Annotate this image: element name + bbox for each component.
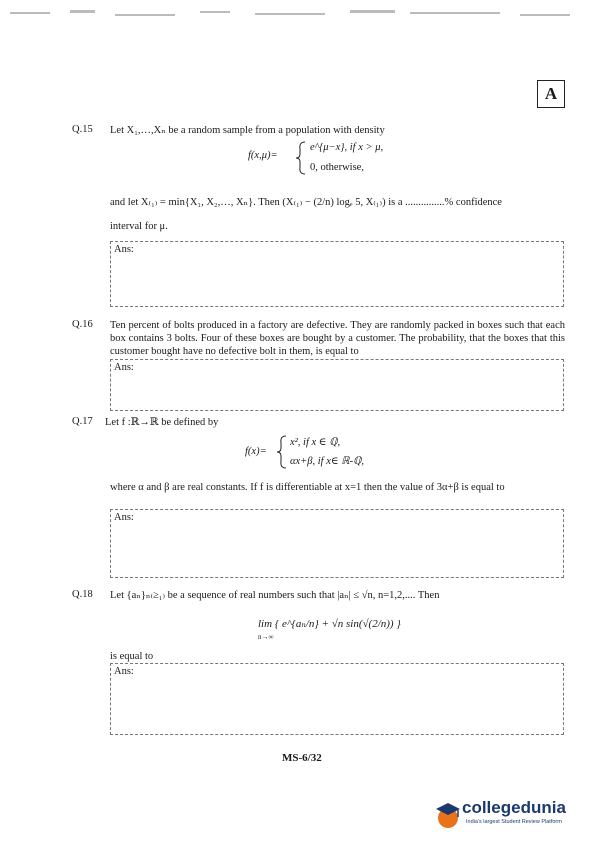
q16-text: Ten percent of bolts produced in a factory are defective. They are randomly packed in boxes such that each box contains 3 bolts. Four of these boxes are bought by a customer. The probability, that the boxes that this customer bought have no defective bolt in them, is equal to [110, 320, 565, 357]
q17-case1: x², if x ∈ ℚ, [290, 437, 341, 448]
q17-statement: where α and β are real constants. If f is differentiable at x=1 then the value of 3α+β is equal to [110, 482, 505, 493]
q15-brace-icon [295, 140, 307, 176]
q15-number: Q.15 [72, 124, 93, 135]
q15-statement-end: interval for μ. [110, 221, 168, 232]
q18-limit-expression: lim { e^{aₙ/n} + √n sin(√(2/n)) } [258, 618, 401, 630]
q16-number: Q.16 [72, 319, 93, 330]
q15-density-lhs: f(x,μ)= [248, 150, 278, 161]
q15-answer-box[interactable] [110, 241, 564, 307]
q17-function-lhs: f(x)= [245, 446, 267, 457]
logo-tagline: India's largest Student Review Platform [466, 819, 562, 825]
q17-number: Q.17 [72, 416, 93, 427]
q18-answer-label: Ans: [114, 666, 134, 677]
page-footer: MS-6/32 [282, 752, 322, 764]
q17-intro: Let f :ℝ→ℝ be defined by [105, 417, 219, 428]
q15-answer-label: Ans: [114, 244, 134, 255]
logo-name: collegedunia [462, 798, 566, 817]
q15-case1: e^{μ−x}, if x > μ, [310, 142, 384, 153]
q15-intro: Let X₁,…,Xₙ be a random sample from a population with density [110, 125, 385, 136]
q15-statement: and let X₍₁₎ = min{X₁, X₂,…, Xₙ}. Then (X₍₁₎ − (2/n) logₑ 5, X₍₁₎) is a ...............% confidence [110, 197, 502, 208]
q17-answer-box[interactable] [110, 509, 564, 578]
q16-answer-box[interactable] [110, 359, 564, 411]
q18-number: Q.18 [72, 589, 93, 600]
graduation-cap-icon [434, 800, 462, 830]
q17-answer-label: Ans: [114, 512, 134, 523]
q16-answer-label: Ans: [114, 362, 134, 373]
q17-case2: αx+β, if x∈ ℝ-ℚ, [290, 456, 364, 467]
scan-noise [0, 0, 600, 30]
q15-case2: 0, otherwise, [310, 162, 364, 173]
q17-brace-icon [276, 434, 288, 470]
set-label-box [537, 80, 565, 108]
set-label: A [544, 84, 558, 103]
q18-statement: is equal to [110, 651, 154, 662]
q18-limit-subscript: n→∞ [258, 633, 274, 641]
q18-answer-box[interactable] [110, 663, 564, 735]
q18-intro: Let {aₙ}ₙ₍≥₁₎ be a sequence of real numbers such that |aₙ| ≤ √n, n=1,2,.... Then [110, 590, 440, 601]
